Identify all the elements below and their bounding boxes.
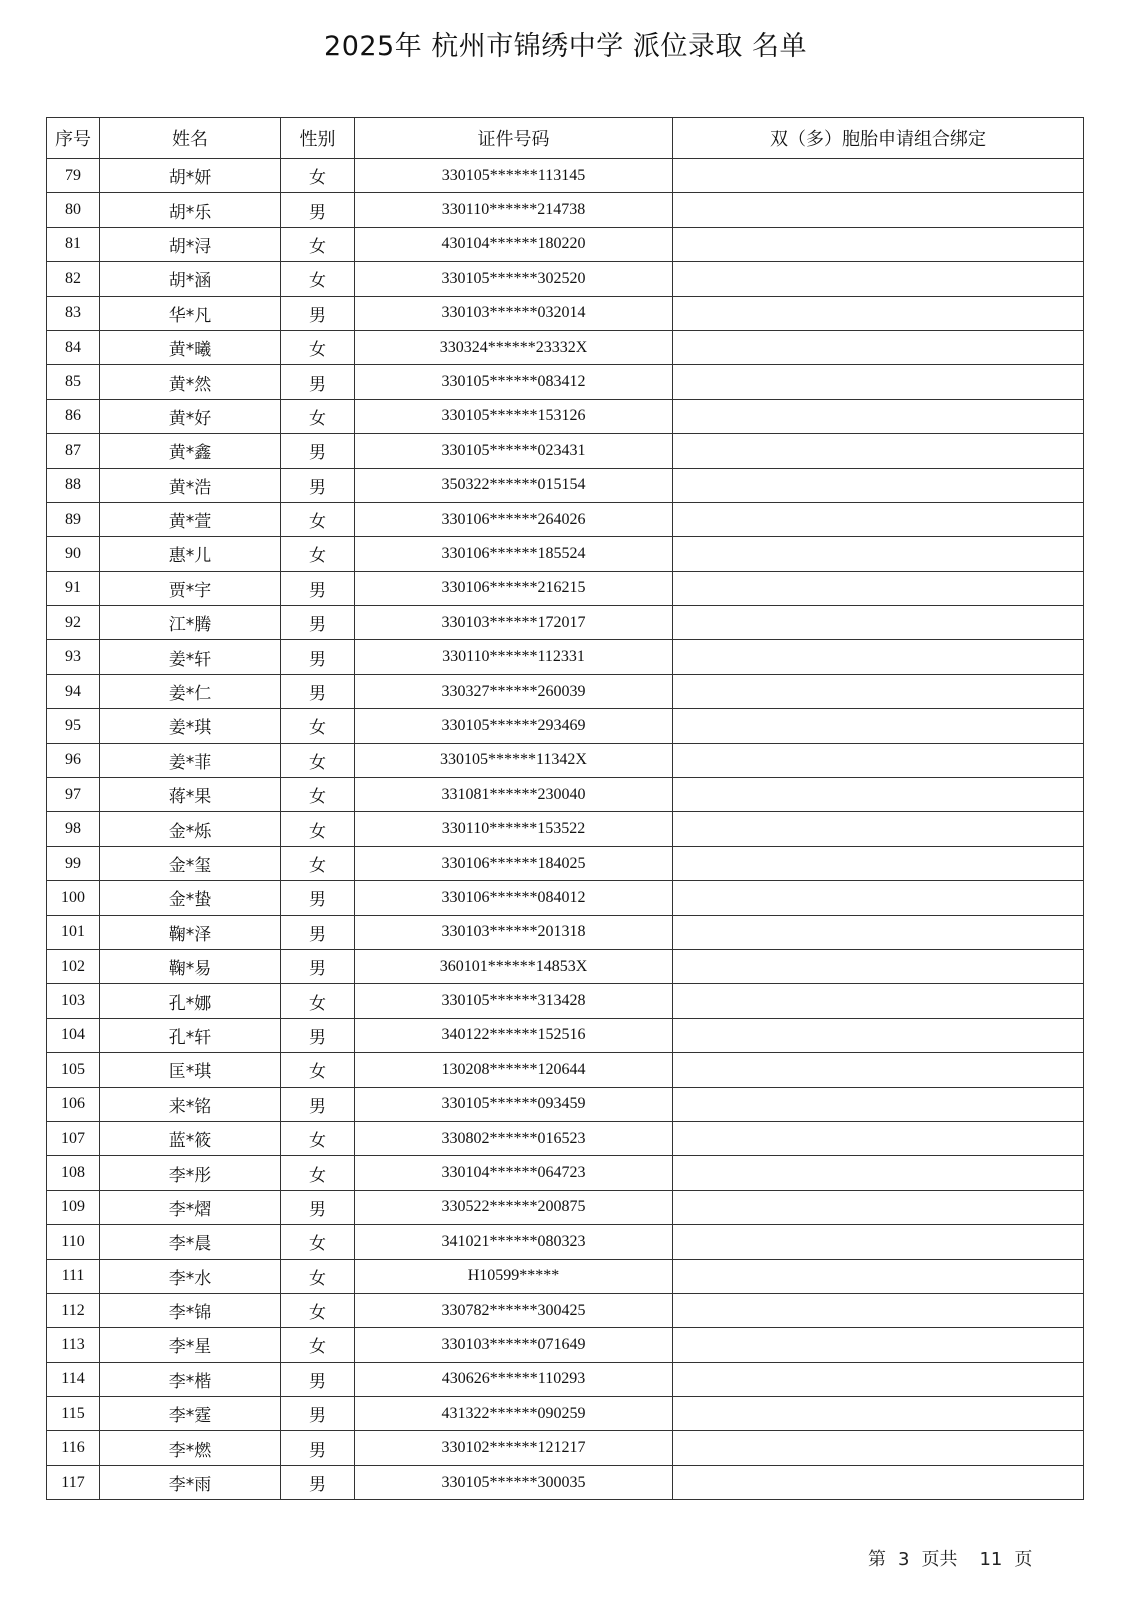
cell-gender: 男 xyxy=(281,1465,355,1499)
cell-twin-binding xyxy=(673,812,1084,846)
cell-gender: 男 xyxy=(281,571,355,605)
cell-twin-binding xyxy=(673,881,1084,915)
table-row xyxy=(47,399,1084,433)
cell-name: 鞠*易 xyxy=(100,949,281,983)
header-id-number: 证件号码 xyxy=(355,118,673,159)
cell-name: 胡*乐 xyxy=(100,193,281,227)
cell-id-number: 330106******264026 xyxy=(355,502,673,536)
page-footer xyxy=(868,1545,1032,1571)
cell-serial-number: 80 xyxy=(47,193,100,227)
cell-twin-binding xyxy=(673,915,1084,949)
cell-gender: 男 xyxy=(281,881,355,915)
cell-id-number: 330103******071649 xyxy=(355,1328,673,1362)
table-row xyxy=(47,709,1084,743)
table-row xyxy=(47,537,1084,571)
cell-serial-number: 84 xyxy=(47,330,100,364)
header-name: 姓名 xyxy=(100,118,281,159)
cell-twin-binding xyxy=(673,984,1084,1018)
cell-twin-binding xyxy=(673,159,1084,193)
cell-id-number: 330110******214738 xyxy=(355,193,673,227)
cell-name: 惠*儿 xyxy=(100,537,281,571)
cell-id-number: 330782******300425 xyxy=(355,1293,673,1327)
cell-twin-binding xyxy=(673,743,1084,777)
cell-serial-number: 89 xyxy=(47,502,100,536)
cell-twin-binding xyxy=(673,949,1084,983)
cell-serial-number: 111 xyxy=(47,1259,100,1293)
cell-id-number: 330324******23332X xyxy=(355,330,673,364)
cell-serial-number: 115 xyxy=(47,1397,100,1431)
cell-gender: 男 xyxy=(281,365,355,399)
cell-twin-binding xyxy=(673,193,1084,227)
cell-id-number: 340122******152516 xyxy=(355,1018,673,1052)
cell-serial-number: 96 xyxy=(47,743,100,777)
cell-twin-binding xyxy=(673,434,1084,468)
table-row xyxy=(47,778,1084,812)
cell-id-number: 350322******015154 xyxy=(355,468,673,502)
cell-twin-binding xyxy=(673,1053,1084,1087)
cell-id-number: 330103******201318 xyxy=(355,915,673,949)
cell-name: 黄*鑫 xyxy=(100,434,281,468)
cell-name: 李*水 xyxy=(100,1259,281,1293)
cell-id-number: 330105******113145 xyxy=(355,159,673,193)
cell-serial-number: 102 xyxy=(47,949,100,983)
cell-gender: 女 xyxy=(281,709,355,743)
table-row xyxy=(47,846,1084,880)
cell-gender: 男 xyxy=(281,468,355,502)
table-row xyxy=(47,262,1084,296)
cell-id-number: 331081******230040 xyxy=(355,778,673,812)
cell-id-number: 430104******180220 xyxy=(355,227,673,261)
cell-id-number: H10599***** xyxy=(355,1259,673,1293)
cell-serial-number: 117 xyxy=(47,1465,100,1499)
cell-twin-binding xyxy=(673,1087,1084,1121)
table-row xyxy=(47,502,1084,536)
cell-gender: 女 xyxy=(281,1225,355,1259)
cell-twin-binding xyxy=(673,1190,1084,1224)
cell-name: 贾*宇 xyxy=(100,571,281,605)
cell-gender: 女 xyxy=(281,330,355,364)
cell-gender: 女 xyxy=(281,812,355,846)
cell-name: 黄*浩 xyxy=(100,468,281,502)
cell-name: 姜*轩 xyxy=(100,640,281,674)
cell-serial-number: 100 xyxy=(47,881,100,915)
cell-serial-number: 93 xyxy=(47,640,100,674)
cell-serial-number: 114 xyxy=(47,1362,100,1396)
cell-twin-binding xyxy=(673,1156,1084,1190)
cell-id-number: 330105******153126 xyxy=(355,399,673,433)
cell-twin-binding xyxy=(673,1018,1084,1052)
table-row xyxy=(47,193,1084,227)
cell-gender: 女 xyxy=(281,537,355,571)
cell-id-number: 330105******11342X xyxy=(355,743,673,777)
cell-serial-number: 108 xyxy=(47,1156,100,1190)
cell-id-number: 330802******016523 xyxy=(355,1121,673,1155)
cell-serial-number: 101 xyxy=(47,915,100,949)
table-row xyxy=(47,1259,1084,1293)
cell-name: 李*星 xyxy=(100,1328,281,1362)
cell-id-number: 330105******083412 xyxy=(355,365,673,399)
cell-serial-number: 92 xyxy=(47,606,100,640)
cell-name: 金*烁 xyxy=(100,812,281,846)
cell-id-number: 330110******112331 xyxy=(355,640,673,674)
table-row xyxy=(47,365,1084,399)
cell-name: 黄*好 xyxy=(100,399,281,433)
cell-gender: 男 xyxy=(281,949,355,983)
cell-twin-binding xyxy=(673,1121,1084,1155)
cell-gender: 女 xyxy=(281,1156,355,1190)
cell-id-number: 330105******023431 xyxy=(355,434,673,468)
footer-total-pages: 11 xyxy=(979,1549,1003,1570)
cell-name: 蓝*筱 xyxy=(100,1121,281,1155)
cell-serial-number: 83 xyxy=(47,296,100,330)
cell-serial-number: 95 xyxy=(47,709,100,743)
cell-gender: 女 xyxy=(281,743,355,777)
cell-twin-binding xyxy=(673,674,1084,708)
cell-id-number: 330106******185524 xyxy=(355,537,673,571)
cell-id-number: 330105******293469 xyxy=(355,709,673,743)
cell-name: 来*铭 xyxy=(100,1087,281,1121)
footer-page-prefix: 第 xyxy=(868,1549,886,1570)
cell-serial-number: 81 xyxy=(47,227,100,261)
cell-id-number: 330103******172017 xyxy=(355,606,673,640)
footer-total-suffix: 页 xyxy=(1014,1549,1033,1570)
cell-gender: 男 xyxy=(281,1018,355,1052)
cell-id-number: 341021******080323 xyxy=(355,1225,673,1259)
table-row xyxy=(47,984,1084,1018)
cell-id-number: 431322******090259 xyxy=(355,1397,673,1431)
footer-page-number: 3 xyxy=(898,1549,910,1570)
cell-gender: 男 xyxy=(281,640,355,674)
cell-id-number: 330106******216215 xyxy=(355,571,673,605)
cell-name: 黄*然 xyxy=(100,365,281,399)
cell-gender: 女 xyxy=(281,1121,355,1155)
cell-gender: 男 xyxy=(281,1362,355,1396)
table-row xyxy=(47,1362,1084,1396)
cell-serial-number: 79 xyxy=(47,159,100,193)
table-header-row xyxy=(47,118,1084,159)
table-row xyxy=(47,1328,1084,1362)
cell-gender: 男 xyxy=(281,434,355,468)
table-row xyxy=(47,1087,1084,1121)
cell-name: 姜*菲 xyxy=(100,743,281,777)
cell-gender: 男 xyxy=(281,915,355,949)
cell-twin-binding xyxy=(673,709,1084,743)
cell-serial-number: 106 xyxy=(47,1087,100,1121)
table-row xyxy=(47,159,1084,193)
table-row xyxy=(47,468,1084,502)
table-row xyxy=(47,434,1084,468)
cell-id-number: 330105******300035 xyxy=(355,1465,673,1499)
table-row xyxy=(47,743,1084,777)
footer-total-prefix: 页共 xyxy=(921,1549,958,1570)
cell-name: 孔*轩 xyxy=(100,1018,281,1052)
cell-twin-binding xyxy=(673,330,1084,364)
cell-twin-binding xyxy=(673,571,1084,605)
table-row xyxy=(47,296,1084,330)
cell-name: 金*玺 xyxy=(100,846,281,880)
cell-id-number: 330106******184025 xyxy=(355,846,673,880)
page-title: 2025年 杭州市锦绣中学 派位录取 名单 xyxy=(324,31,807,62)
table-row xyxy=(47,1053,1084,1087)
cell-name: 黄*曦 xyxy=(100,330,281,364)
cell-name: 鞠*泽 xyxy=(100,915,281,949)
cell-gender: 男 xyxy=(281,1431,355,1465)
cell-twin-binding xyxy=(673,365,1084,399)
cell-serial-number: 97 xyxy=(47,778,100,812)
cell-id-number: 330104******064723 xyxy=(355,1156,673,1190)
cell-serial-number: 90 xyxy=(47,537,100,571)
table-row xyxy=(47,1190,1084,1224)
cell-name: 金*蛰 xyxy=(100,881,281,915)
cell-name: 胡*涵 xyxy=(100,262,281,296)
cell-twin-binding xyxy=(673,262,1084,296)
cell-serial-number: 82 xyxy=(47,262,100,296)
cell-twin-binding xyxy=(673,1397,1084,1431)
cell-gender: 女 xyxy=(281,984,355,1018)
cell-gender: 男 xyxy=(281,674,355,708)
cell-id-number: 330110******153522 xyxy=(355,812,673,846)
cell-gender: 女 xyxy=(281,159,355,193)
cell-twin-binding xyxy=(673,1225,1084,1259)
cell-name: 李*楷 xyxy=(100,1362,281,1396)
cell-id-number: 330106******084012 xyxy=(355,881,673,915)
table-row xyxy=(47,881,1084,915)
cell-gender: 女 xyxy=(281,1259,355,1293)
cell-serial-number: 98 xyxy=(47,812,100,846)
cell-twin-binding xyxy=(673,1293,1084,1327)
cell-serial-number: 86 xyxy=(47,399,100,433)
table-row xyxy=(47,1431,1084,1465)
cell-gender: 女 xyxy=(281,778,355,812)
cell-twin-binding xyxy=(673,1328,1084,1362)
cell-name: 胡*浔 xyxy=(100,227,281,261)
cell-serial-number: 109 xyxy=(47,1190,100,1224)
cell-serial-number: 116 xyxy=(47,1431,100,1465)
cell-name: 姜*仁 xyxy=(100,674,281,708)
cell-twin-binding xyxy=(673,1431,1084,1465)
cell-gender: 男 xyxy=(281,606,355,640)
cell-name: 李*燃 xyxy=(100,1431,281,1465)
cell-id-number: 360101******14853X xyxy=(355,949,673,983)
cell-twin-binding xyxy=(673,606,1084,640)
cell-twin-binding xyxy=(673,468,1084,502)
table-row xyxy=(47,1018,1084,1052)
cell-name: 姜*琪 xyxy=(100,709,281,743)
cell-name: 孔*娜 xyxy=(100,984,281,1018)
cell-twin-binding xyxy=(673,846,1084,880)
cell-twin-binding xyxy=(673,399,1084,433)
header-serial-number: 序号 xyxy=(47,118,100,159)
cell-name: 江*腾 xyxy=(100,606,281,640)
cell-twin-binding xyxy=(673,640,1084,674)
cell-twin-binding xyxy=(673,502,1084,536)
table-row xyxy=(47,1465,1084,1499)
cell-name: 李*晨 xyxy=(100,1225,281,1259)
table-row xyxy=(47,915,1084,949)
cell-serial-number: 110 xyxy=(47,1225,100,1259)
cell-id-number: 330102******121217 xyxy=(355,1431,673,1465)
table-row xyxy=(47,1121,1084,1155)
table-row xyxy=(47,674,1084,708)
cell-twin-binding xyxy=(673,296,1084,330)
cell-gender: 男 xyxy=(281,193,355,227)
cell-serial-number: 99 xyxy=(47,846,100,880)
table-body xyxy=(47,159,1084,1500)
cell-name: 李*霆 xyxy=(100,1397,281,1431)
table-row xyxy=(47,1397,1084,1431)
table-row xyxy=(47,812,1084,846)
cell-gender: 女 xyxy=(281,1293,355,1327)
cell-name: 匡*琪 xyxy=(100,1053,281,1087)
table-row xyxy=(47,1156,1084,1190)
cell-serial-number: 85 xyxy=(47,365,100,399)
cell-serial-number: 94 xyxy=(47,674,100,708)
cell-name: 李*雨 xyxy=(100,1465,281,1499)
cell-gender: 女 xyxy=(281,1053,355,1087)
cell-id-number: 330105******093459 xyxy=(355,1087,673,1121)
cell-id-number: 130208******120644 xyxy=(355,1053,673,1087)
table-row xyxy=(47,227,1084,261)
admission-roster-table xyxy=(46,117,1084,1500)
cell-serial-number: 107 xyxy=(47,1121,100,1155)
cell-gender: 女 xyxy=(281,846,355,880)
cell-id-number: 330522******200875 xyxy=(355,1190,673,1224)
cell-serial-number: 91 xyxy=(47,571,100,605)
cell-gender: 男 xyxy=(281,296,355,330)
cell-gender: 女 xyxy=(281,227,355,261)
cell-serial-number: 105 xyxy=(47,1053,100,1087)
cell-serial-number: 112 xyxy=(47,1293,100,1327)
cell-gender: 女 xyxy=(281,1328,355,1362)
cell-serial-number: 104 xyxy=(47,1018,100,1052)
cell-serial-number: 87 xyxy=(47,434,100,468)
table-row xyxy=(47,640,1084,674)
cell-id-number: 330105******313428 xyxy=(355,984,673,1018)
cell-name: 李*彤 xyxy=(100,1156,281,1190)
cell-serial-number: 103 xyxy=(47,984,100,1018)
cell-twin-binding xyxy=(673,778,1084,812)
cell-twin-binding xyxy=(673,1259,1084,1293)
cell-gender: 男 xyxy=(281,1190,355,1224)
cell-gender: 男 xyxy=(281,1087,355,1121)
cell-serial-number: 88 xyxy=(47,468,100,502)
cell-twin-binding xyxy=(673,1362,1084,1396)
cell-id-number: 330103******032014 xyxy=(355,296,673,330)
cell-name: 蒋*果 xyxy=(100,778,281,812)
table-row xyxy=(47,1293,1084,1327)
table-row xyxy=(47,571,1084,605)
cell-name: 李*熠 xyxy=(100,1190,281,1224)
cell-name: 黄*萱 xyxy=(100,502,281,536)
table-row xyxy=(47,1225,1084,1259)
cell-name: 华*凡 xyxy=(100,296,281,330)
cell-name: 胡*妍 xyxy=(100,159,281,193)
cell-twin-binding xyxy=(673,1465,1084,1499)
cell-serial-number: 113 xyxy=(47,1328,100,1362)
cell-twin-binding xyxy=(673,537,1084,571)
cell-gender: 女 xyxy=(281,399,355,433)
header-gender: 性别 xyxy=(281,118,355,159)
cell-id-number: 330327******260039 xyxy=(355,674,673,708)
cell-twin-binding xyxy=(673,227,1084,261)
table-row xyxy=(47,330,1084,364)
cell-id-number: 330105******302520 xyxy=(355,262,673,296)
cell-gender: 女 xyxy=(281,262,355,296)
cell-gender: 男 xyxy=(281,1397,355,1431)
cell-gender: 女 xyxy=(281,502,355,536)
cell-id-number: 430626******110293 xyxy=(355,1362,673,1396)
table-row xyxy=(47,949,1084,983)
table-row xyxy=(47,606,1084,640)
cell-name: 李*锦 xyxy=(100,1293,281,1327)
header-twin-binding: 双（多）胞胎申请组合绑定 xyxy=(673,118,1084,159)
